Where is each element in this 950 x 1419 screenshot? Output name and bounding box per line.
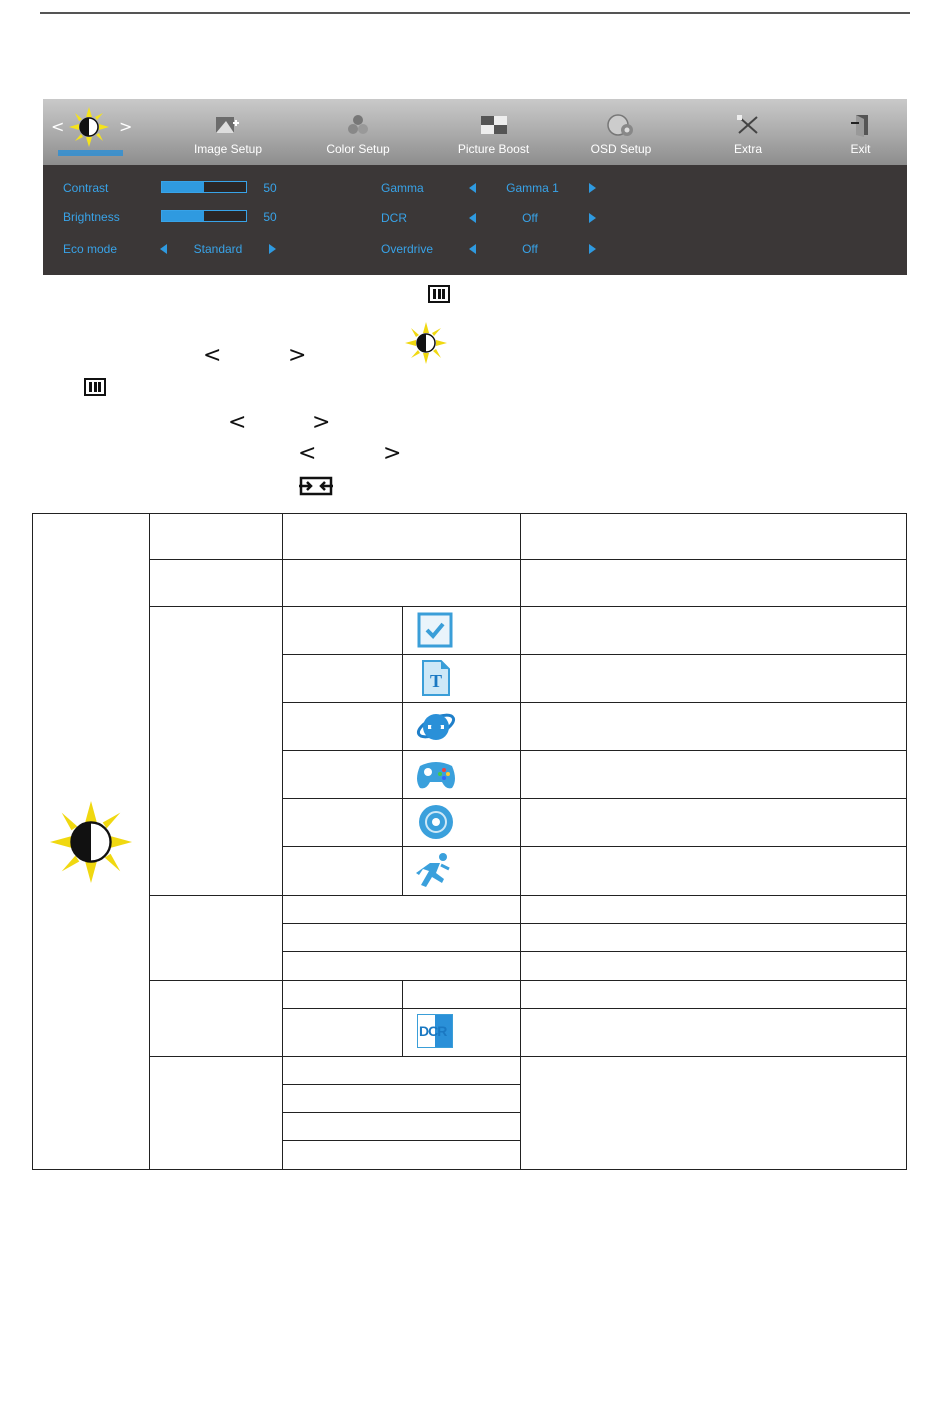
tab-exit[interactable] <box>833 99 888 165</box>
gamma-value: Gamma 1 <box>506 181 559 195</box>
tab-label: Exit <box>850 142 871 156</box>
standard-check-icon <box>417 612 453 648</box>
right-chevron-icon: > <box>312 410 331 435</box>
table-row <box>282 1084 521 1085</box>
eco-mode-right-arrow-icon[interactable] <box>269 244 276 254</box>
tab-osd-setup[interactable] <box>576 99 666 165</box>
right-arrow-icon[interactable]: > <box>119 117 133 136</box>
brightness-slider-fill <box>162 211 204 221</box>
exit-icon <box>850 113 872 137</box>
gamma-label: Gamma <box>381 181 424 195</box>
table-row <box>282 1140 521 1141</box>
table-divider <box>402 980 403 1057</box>
table-divider <box>149 513 150 1170</box>
osd-tab-bar <box>43 99 907 165</box>
table-row <box>282 1008 907 1009</box>
gamma-right-arrow-icon[interactable] <box>589 183 596 193</box>
eco-mode-value: Standard <box>193 242 243 256</box>
contrast-slider[interactable] <box>161 181 247 193</box>
dcr-label: DCR <box>381 211 407 225</box>
table-row <box>149 606 907 607</box>
sports-runner-icon <box>416 851 456 889</box>
eco-mode-label: Eco mode <box>63 242 118 256</box>
tab-label: OSD Setup <box>590 142 652 156</box>
table-row <box>282 798 907 799</box>
overdrive-label: Overdrive <box>381 242 434 256</box>
luminance-table <box>32 513 907 1170</box>
dcr-icon <box>417 1014 453 1048</box>
table-row <box>149 559 907 560</box>
brightness-label: Brightness <box>63 210 120 224</box>
source-icon <box>298 474 334 498</box>
movie-disc-icon <box>417 803 455 841</box>
tab-color-setup[interactable] <box>313 99 403 165</box>
overdrive-value: Off <box>522 242 538 256</box>
tab-image-setup[interactable] <box>183 99 273 165</box>
left-chevron-icon: < <box>298 441 317 466</box>
left-chevron-icon: < <box>203 343 222 368</box>
table-row <box>282 1112 521 1113</box>
tab-luminance[interactable] <box>43 99 138 165</box>
svg-text:T: T <box>430 671 443 691</box>
extra-icon <box>735 113 761 137</box>
brightness-slider[interactable] <box>161 210 247 222</box>
internet-icon <box>416 705 456 747</box>
right-chevron-icon: > <box>383 441 402 466</box>
table-divider <box>520 513 521 1170</box>
overdrive-right-arrow-icon[interactable] <box>589 244 596 254</box>
table-row <box>282 750 907 751</box>
menu-icon <box>84 378 106 396</box>
table-row <box>149 980 907 981</box>
luminance-icon <box>48 798 134 886</box>
tab-label: Color Setup <box>326 142 390 156</box>
menu-icon <box>428 285 450 303</box>
table-row <box>282 702 907 703</box>
table-row <box>149 895 907 896</box>
tab-extra[interactable] <box>713 99 783 165</box>
dcr-icon-text: DCR <box>419 1023 447 1039</box>
table-row <box>282 846 907 847</box>
right-chevron-icon: > <box>288 343 307 368</box>
luminance-icon <box>67 105 111 149</box>
contrast-value: 50 <box>263 181 277 195</box>
picture-boost-icon <box>479 113 509 137</box>
table-row <box>149 1056 907 1057</box>
text-icon <box>421 659 451 697</box>
dcr-right-arrow-icon[interactable] <box>589 213 596 223</box>
tab-label: Extra <box>733 142 762 156</box>
top-rule <box>40 12 910 14</box>
tab-picture-boost[interactable] <box>446 99 541 165</box>
contrast-label: Contrast <box>63 181 109 195</box>
osd-setup-icon <box>605 113 637 139</box>
table-row <box>282 654 907 655</box>
color-setup-icon <box>344 113 372 137</box>
dcr-value: Off <box>522 211 538 225</box>
image-setup-icon <box>214 113 242 137</box>
gamma-left-arrow-icon[interactable] <box>469 183 476 193</box>
tab-label: Picture Boost <box>457 142 530 156</box>
table-row <box>282 951 907 952</box>
osd-menu <box>43 99 907 275</box>
table-divider <box>282 513 283 1170</box>
tab-label: Image Setup <box>193 142 263 156</box>
left-arrow-icon[interactable]: < <box>51 117 65 136</box>
luminance-icon <box>404 321 448 365</box>
eco-mode-left-arrow-icon[interactable] <box>160 244 167 254</box>
contrast-slider-fill <box>162 182 204 192</box>
overdrive-left-arrow-icon[interactable] <box>469 244 476 254</box>
left-chevron-icon: < <box>228 410 247 435</box>
game-controller-icon <box>414 756 458 792</box>
brightness-value: 50 <box>263 210 277 224</box>
table-row <box>282 923 907 924</box>
tab-luminance-label <box>58 150 123 156</box>
dcr-left-arrow-icon[interactable] <box>469 213 476 223</box>
